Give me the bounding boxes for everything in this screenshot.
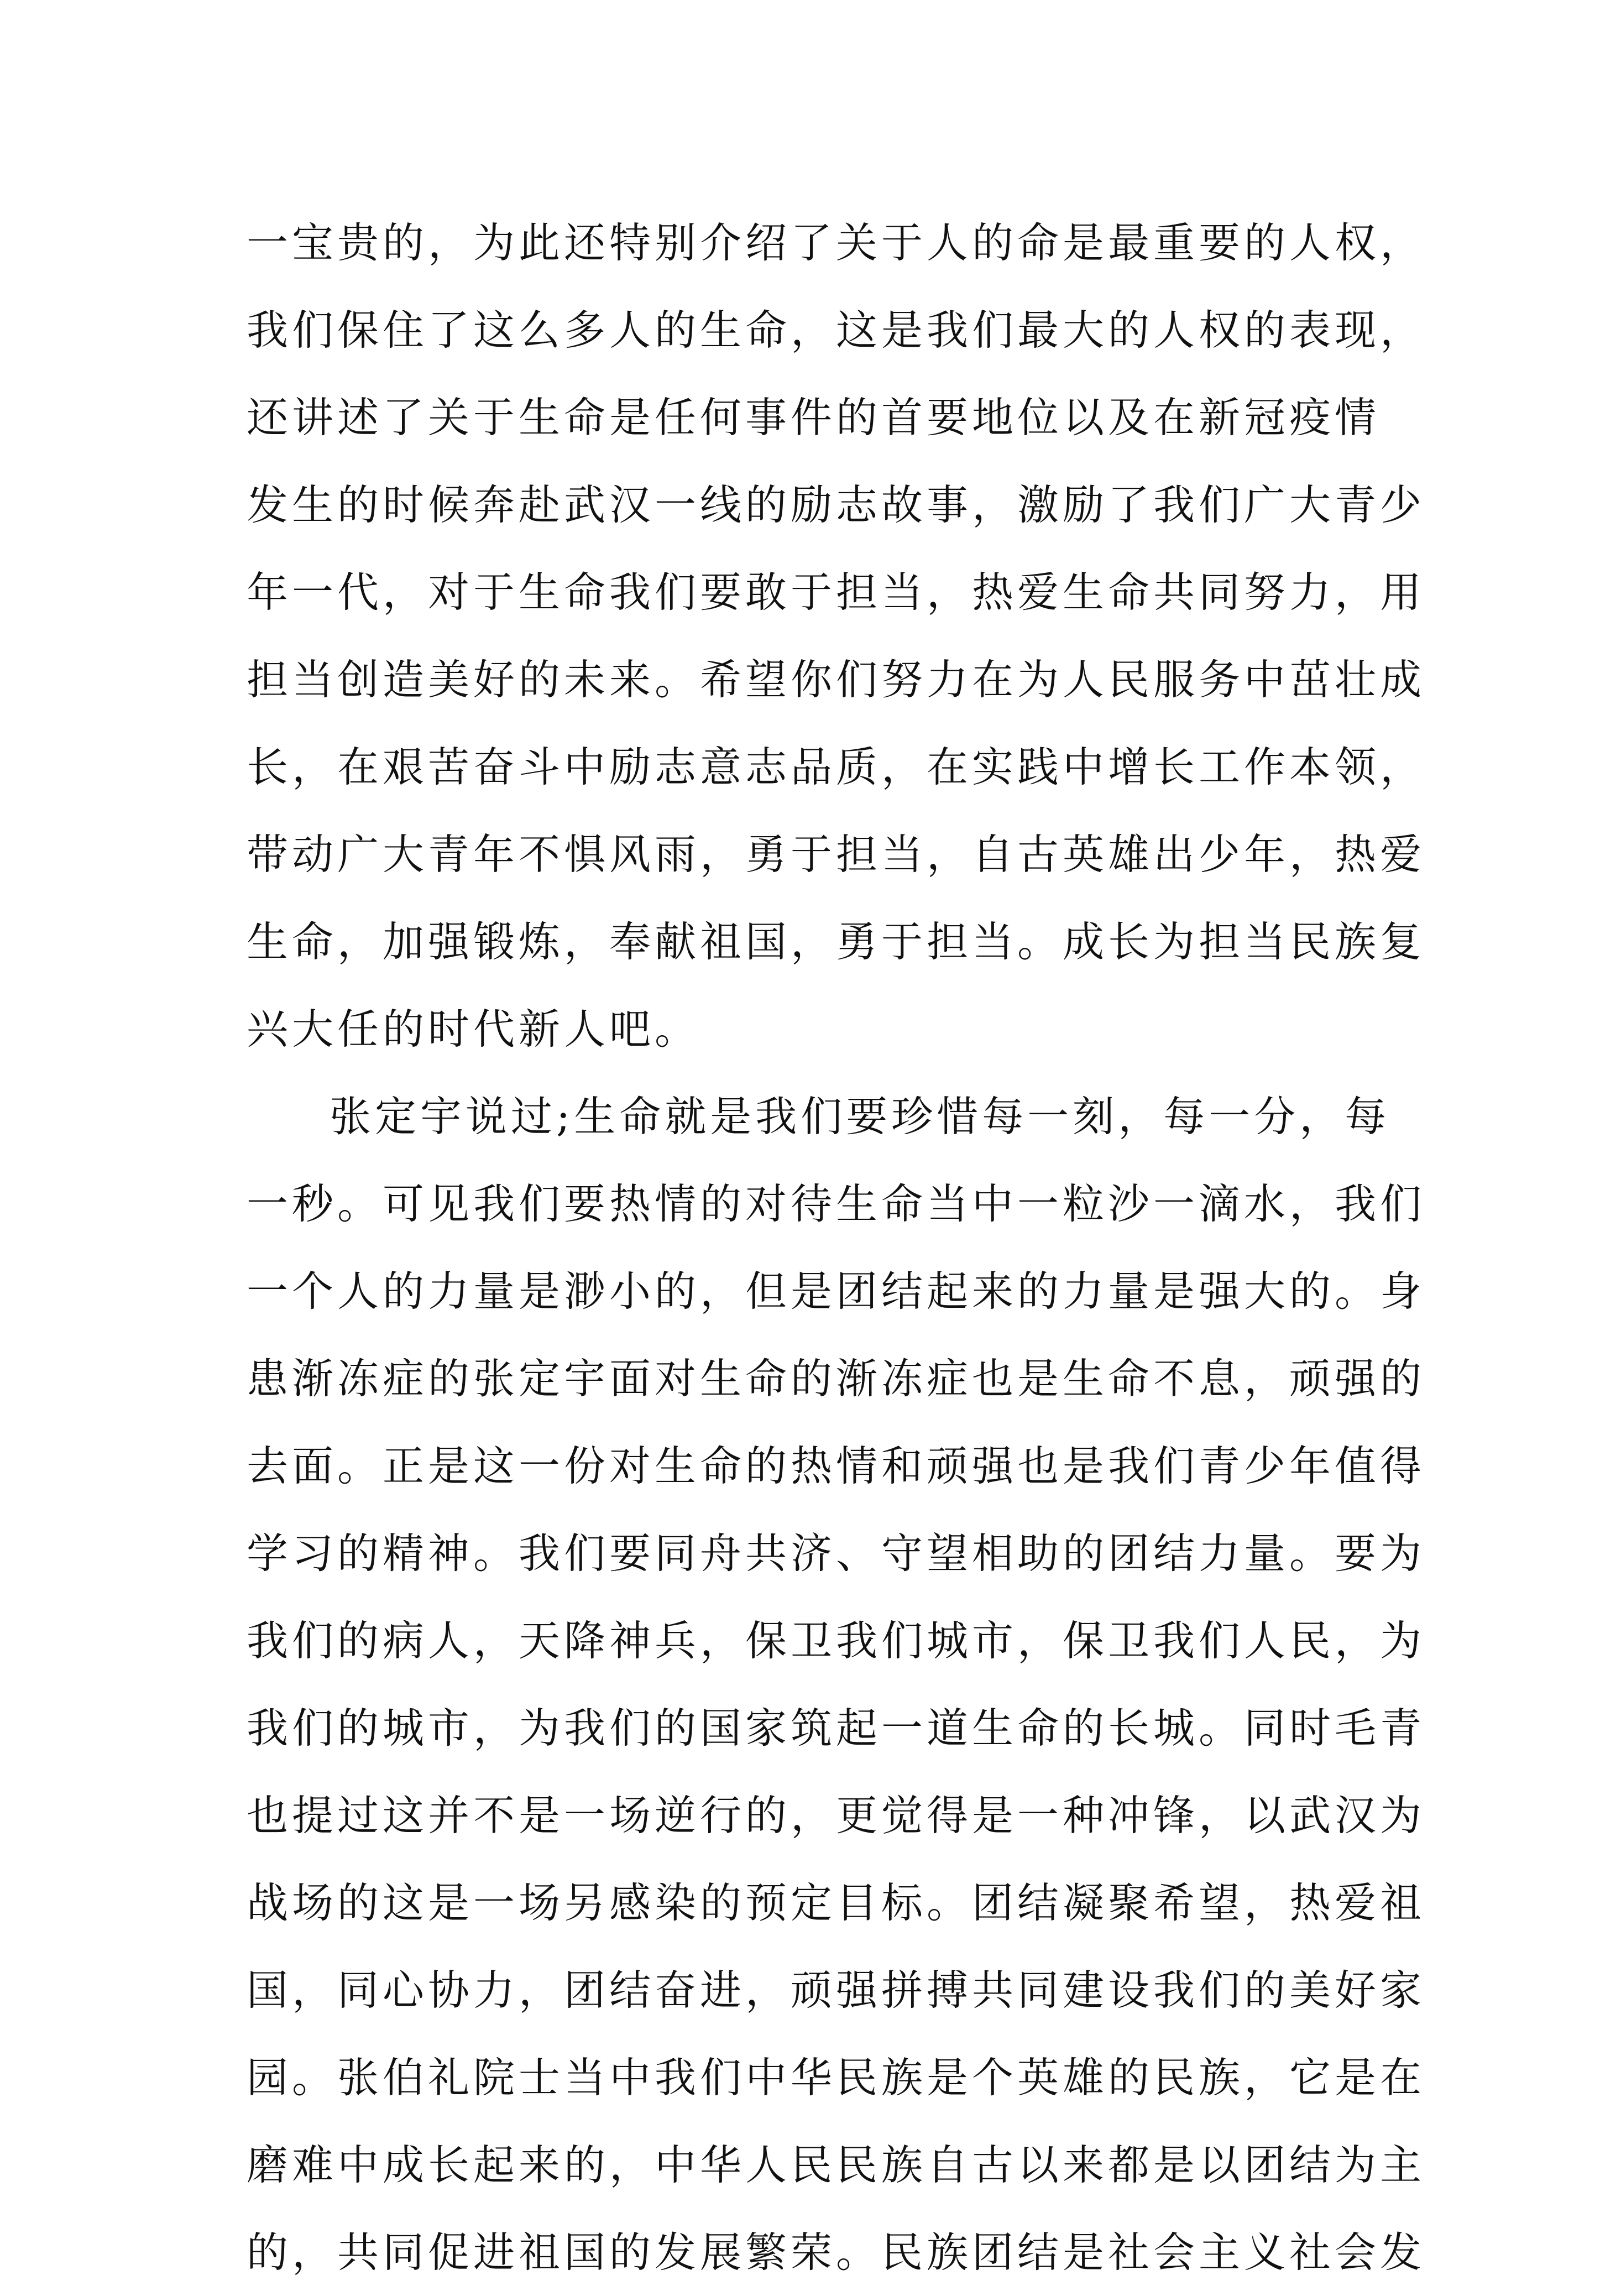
- text-line: 年一代，对于生命我们要敢于担当，热爱生命共同努力，用: [247, 568, 1426, 617]
- text-line: 一宝贵的，为此还特别介绍了关于人的命是最重要的人权，: [247, 218, 1426, 267]
- text-line: 去面。正是这一份对生命的热情和顽强也是我们青少年值得: [247, 1442, 1426, 1490]
- text-line: 也提过这并不是一场逆行的，更觉得是一种冲锋，以武汉为: [247, 1791, 1426, 1840]
- text-line: 学习的精神。我们要同舟共济、守望相助的团结力量。要为: [247, 1529, 1426, 1578]
- text-line: 兴大任的时代新人吧。: [247, 1005, 700, 1053]
- text-line: 的，共同促进祖国的发展繁荣。民族团结是社会主义社会发: [247, 2228, 1426, 2277]
- text-line: 患渐冻症的张定宇面对生命的渐冻症也是生命不息，顽强的: [247, 1354, 1426, 1403]
- document-body: [247, 199, 1426, 2296]
- paragraph-2: [247, 1073, 1426, 2296]
- text-line: 还讲述了关于生命是任何事件的首要地位以及在新冠疫情: [247, 393, 1381, 442]
- text-line: 战场的这是一场另感染的预定目标。团结凝聚希望，热爱祖: [247, 1878, 1426, 1927]
- text-line-first: 张定宇说过;生命就是我们要珍惜每一刻，每一分，每: [330, 1092, 1390, 1141]
- text-line: 我们的城市，为我们的国家筑起一道生命的长城。同时毛青: [247, 1704, 1426, 1752]
- text-line: 磨难中成长起来的，中华人民民族自古以来都是以团结为主: [247, 2141, 1426, 2189]
- text-line: 我们的病人，天降神兵，保卫我们城市，保卫我们人民，为: [247, 1616, 1426, 1665]
- text-line: 生命，加强锻炼，奉献祖国，勇于担当。成长为担当民族复: [247, 917, 1426, 966]
- text-line: 一个人的力量是渺小的，但是团结起来的力量是强大的。身: [247, 1267, 1426, 1316]
- text-line: 带动广大青年不惧风雨，勇于担当，自古英雄出少年，热爱: [247, 830, 1426, 879]
- text-line: 国，同心协力，团结奋进，顽强拼搏共同建设我们的美好家: [247, 1966, 1426, 2015]
- text-line: 长，在艰苦奋斗中励志意志品质，在实践中增长工作本领，: [247, 743, 1426, 791]
- text-line: 发生的时候奔赴武汉一线的励志故事，激励了我们广大青少: [247, 481, 1426, 529]
- text-line: 一秒。可见我们要热情的对待生命当中一粒沙一滴水，我们: [247, 1180, 1426, 1228]
- text-line: 担当创造美好的未来。希望你们努力在为人民服务中茁壮成: [247, 655, 1426, 704]
- paragraph-1: [247, 199, 1426, 1073]
- text-line: 我们保住了这么多人的生命，这是我们最大的人权的表现，: [247, 306, 1426, 354]
- text-line: 园。张伯礼院士当中我们中华民族是个英雄的民族，它是在: [247, 2053, 1426, 2102]
